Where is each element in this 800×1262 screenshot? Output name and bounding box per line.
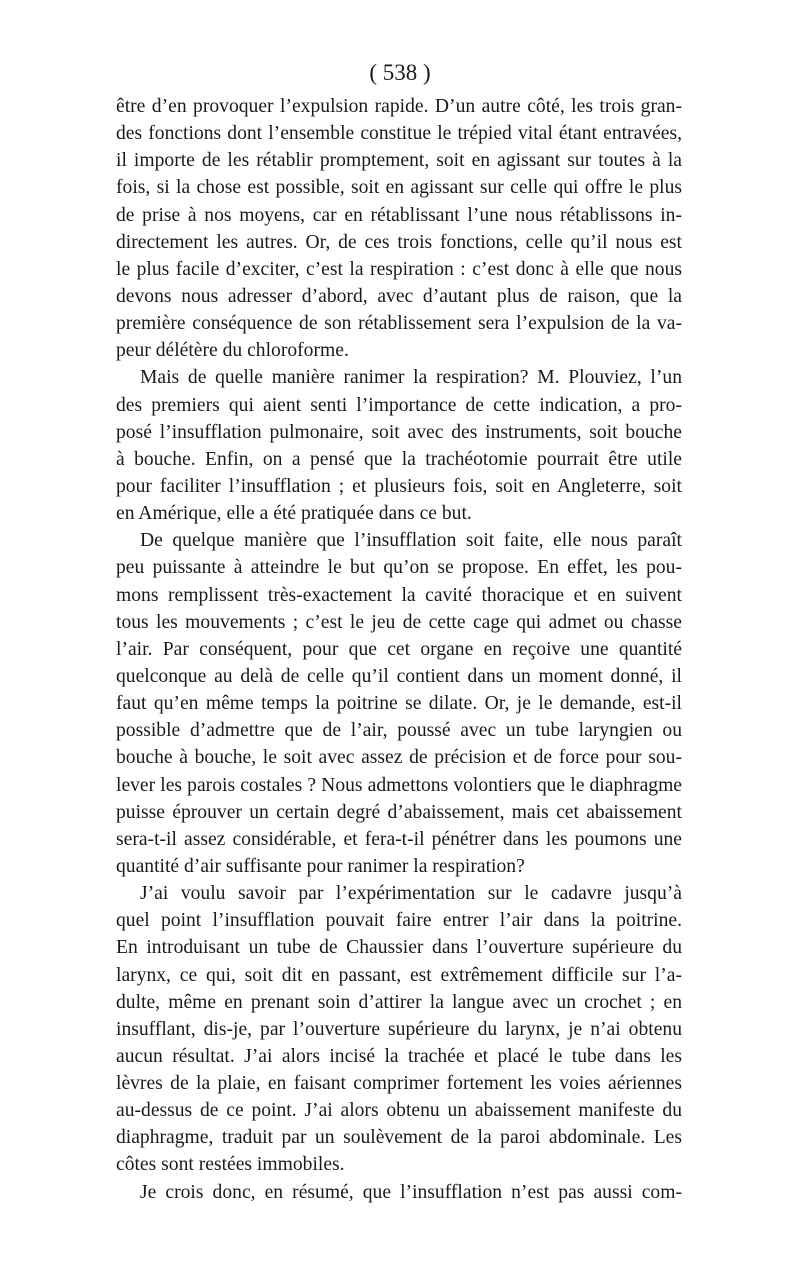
text-line: De quelque manière que l’insufflation soit faite, elle nous paraît [140, 530, 682, 552]
text-line: peu puissante à atteindre le but qu’on se propose. En effet, les pou- [116, 557, 682, 579]
text-line: posé l’insufflation pulmonaire, soit avec des instruments, soit bouche [116, 421, 682, 443]
text-line: des premiers qui aient senti l’importance de cette indication, a pro- [116, 394, 682, 416]
text-line: diaphragme, traduit par un soulèvement de la paroi abdominale. Les [116, 1127, 682, 1149]
text-line: quel point l’insufflation pouvait faire entrer l’air dans la poitrine. [116, 910, 682, 932]
text-line: en Amérique, elle a été pratiquée dans ce but. [116, 503, 472, 525]
text-line: possible d’admettre que de l’air, poussé avec un tube laryngien ou [116, 720, 682, 742]
text-line: le plus facile d’exciter, c’est la respiration : c’est donc à elle que nous [116, 258, 682, 280]
text-line: En introduisant un tube de Chaussier dans l’ouverture supérieure du [116, 937, 682, 959]
text-line: à bouche. Enfin, on a pensé que la trachéotomie pourrait être utile [116, 448, 682, 470]
text-line: peur délétère du chloroforme. [116, 340, 349, 362]
text-line: l’air. Par conséquent, pour que cet organe en reçoive une quantité [116, 638, 682, 660]
text-line: quantité d’air suffisante pour ranimer la respiration? [116, 855, 525, 877]
text-line: lever les parois costales ? Nous admettons volontiers que le diaphragme [116, 774, 682, 796]
text-line: devons nous adresser d’abord, avec d’autant plus de raison, que la [116, 285, 682, 307]
body-text [116, 93, 682, 1206]
text-line: fois, si la chose est possible, soit en agissant sur celle qui offre le plus [116, 177, 682, 199]
text-line: pour faciliter l’insufflation ; et plusieurs fois, soit en Angleterre, soit [116, 475, 682, 497]
text-line: bouche à bouche, le soit avec assez de précision et de force pour sou- [116, 747, 682, 769]
text-line: de prise à nos moyens, car en rétablissant l’une nous rétablissons in- [116, 204, 682, 226]
text-line: il importe de les rétablir promptement, soit en agissant sur toutes à la [116, 150, 682, 172]
text-line: côtes sont restées immobiles. [116, 1154, 345, 1176]
text-line: insufflant, dis-je, par l’ouverture supérieure du larynx, je n’ai obtenu [116, 1018, 682, 1040]
text-line: larynx, ce qui, soit dit en passant, est extrêmement difficile sur l’a- [116, 964, 682, 986]
text-line: être d’en provoquer l’expulsion rapide. D’un autre côté, les trois gran- [116, 96, 682, 117]
text-line: quelconque au delà de celle qu’il contient dans un moment donné, il [116, 665, 682, 687]
text-line: première conséquence de son rétablissement sera l’expulsion de la va- [116, 313, 682, 335]
text-line: aucun résultat. J’ai alors incisé la trachée et placé le tube dans les [116, 1045, 682, 1067]
text-line: des fonctions dont l’ensemble constitue le trépied vital étant entravées, [116, 123, 682, 145]
text-line: faut qu’en même temps la poitrine se dilate. Or, je le demande, est-il [116, 693, 682, 715]
text-line: puisse éprouver un certain degré d’abaissement, mais cet abaissement [116, 801, 682, 823]
text-line: dulte, même en prenant soin d’attirer la langue avec un crochet ; en [116, 991, 682, 1013]
page-number: ( 538 ) [369, 60, 431, 85]
text-line: tous les mouvements ; c’est le jeu de cette cage qui admet ou chasse [116, 611, 682, 633]
text-line: J’ai voulu savoir par l’expérimentation sur le cadavre jusqu’à [140, 883, 682, 905]
text-line: lèvres de la plaie, en faisant comprimer fortement les voies aériennes [116, 1073, 682, 1095]
text-line: Mais de quelle manière ranimer la respiration? M. Plouviez, l’un [140, 367, 682, 389]
text-line: Je crois donc, en résumé, que l’insufflation n’est pas aussi com- [140, 1181, 682, 1203]
text-line: au-dessus de ce point. J’ai alors obtenu un abaissement manifeste du [116, 1100, 682, 1122]
text-line: sera-t-il assez considérable, et fera-t-il pénétrer dans les poumons une [116, 828, 682, 850]
text-line: directement les autres. Or, de ces trois fonctions, celle qu’il nous est [116, 231, 682, 253]
text-line: mons remplissent très-exactement la cavité thoracique et en suivent [116, 584, 682, 606]
